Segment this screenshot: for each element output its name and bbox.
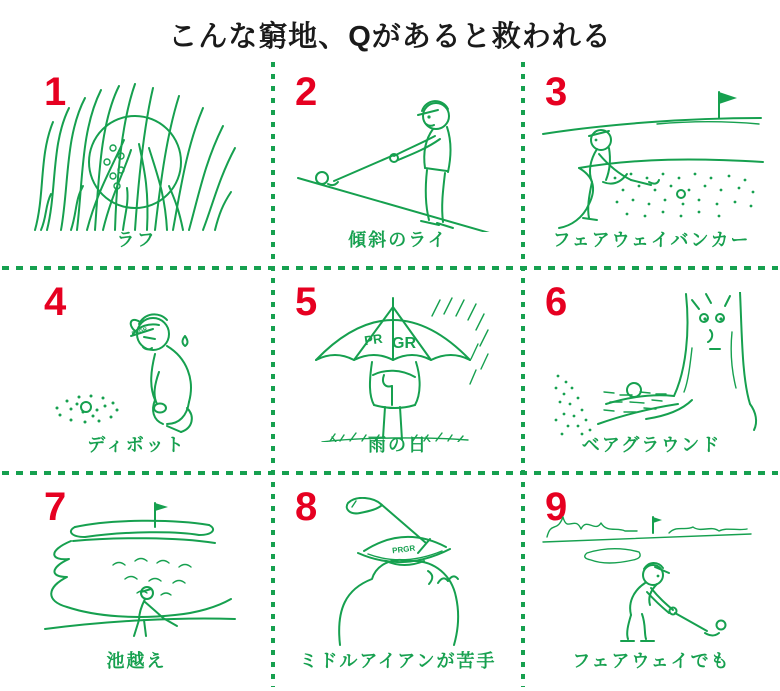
- page-title: こんな窮地、Qがあると救われる: [168, 21, 612, 53]
- pond-illustration: [27, 497, 247, 647]
- golfer: [390, 101, 453, 228]
- cell-caption: ディボット: [87, 435, 186, 455]
- cell-caption: ミドルアイアンが苦手: [299, 651, 497, 671]
- rainy-day-illustration: [288, 292, 508, 442]
- cell-3-fairway-bunker: [523, 60, 780, 266]
- cell-caption: ベアグラウンド: [581, 435, 722, 455]
- cell-number: 1: [44, 70, 67, 114]
- horizon-line: [543, 118, 761, 134]
- cell-caption: フェアウェイでも: [572, 651, 731, 671]
- flag-icon: [719, 92, 737, 104]
- middle-iron-illustration: [288, 497, 508, 647]
- sloped-lie-illustration: [288, 82, 508, 232]
- bunker-shape: [584, 549, 639, 563]
- rough-illustration: [27, 82, 247, 232]
- cell-number: 9: [545, 485, 568, 529]
- golf-ball: [627, 383, 641, 397]
- cell-8-middle-iron: [273, 475, 523, 691]
- rain-lines: [432, 298, 488, 384]
- golf-ball: [316, 172, 328, 184]
- iron-club: [347, 498, 430, 553]
- rough-dots: [554, 375, 591, 436]
- fairway-illustration: [537, 497, 767, 647]
- cell-caption: 池越え: [106, 651, 167, 671]
- bare-ground-illustration: [542, 292, 762, 442]
- club: [334, 155, 394, 181]
- cell-2-sloped-lie: [273, 60, 523, 266]
- cell-caption: 傾斜のライ: [348, 230, 448, 250]
- tree-with-face: [598, 292, 756, 430]
- green-and-flag: [70, 503, 212, 537]
- cell-number: 6: [545, 280, 568, 324]
- divot-dots: [55, 395, 118, 424]
- flag-icon: [653, 517, 662, 523]
- cap-logo-text: PRGR: [391, 543, 416, 556]
- cap-logo-text: PRGR: [130, 326, 148, 338]
- cell-caption: 雨の日: [368, 435, 428, 455]
- golf-ball: [81, 402, 91, 412]
- umbrella-text-pr: PR: [363, 330, 384, 349]
- cell-4-divot: [0, 270, 273, 471]
- golf-ball: [716, 621, 725, 630]
- cell-number: 3: [545, 70, 568, 114]
- cell-6-bare-ground: [523, 270, 780, 471]
- cell-number: 5: [295, 280, 318, 324]
- fairway-bunker-illustration: [537, 82, 767, 232]
- cell-number: 8: [295, 485, 318, 529]
- golf-ball: [677, 190, 685, 198]
- golfer: [583, 130, 659, 220]
- cell-5-rainy-day: [273, 270, 523, 471]
- treeline: [543, 517, 751, 542]
- cell-7-over-pond: [0, 475, 273, 691]
- umbrella-text-gr: GR: [392, 335, 416, 352]
- cell-caption: ラフ: [116, 230, 157, 250]
- cell-caption: フェアウェイバンカー: [552, 230, 751, 250]
- cell-9-fairway: [523, 475, 780, 691]
- slope-line: [298, 178, 493, 232]
- flag-icon: [155, 503, 168, 511]
- divot-illustration: [27, 292, 247, 442]
- cell-number: 2: [295, 70, 318, 114]
- golf-ball: [89, 116, 181, 208]
- golfer: [621, 563, 719, 641]
- golfer-back: [370, 362, 420, 440]
- cell-1-rough: [0, 60, 273, 266]
- cell-number: 7: [44, 485, 67, 529]
- cell-number: 4: [44, 280, 67, 324]
